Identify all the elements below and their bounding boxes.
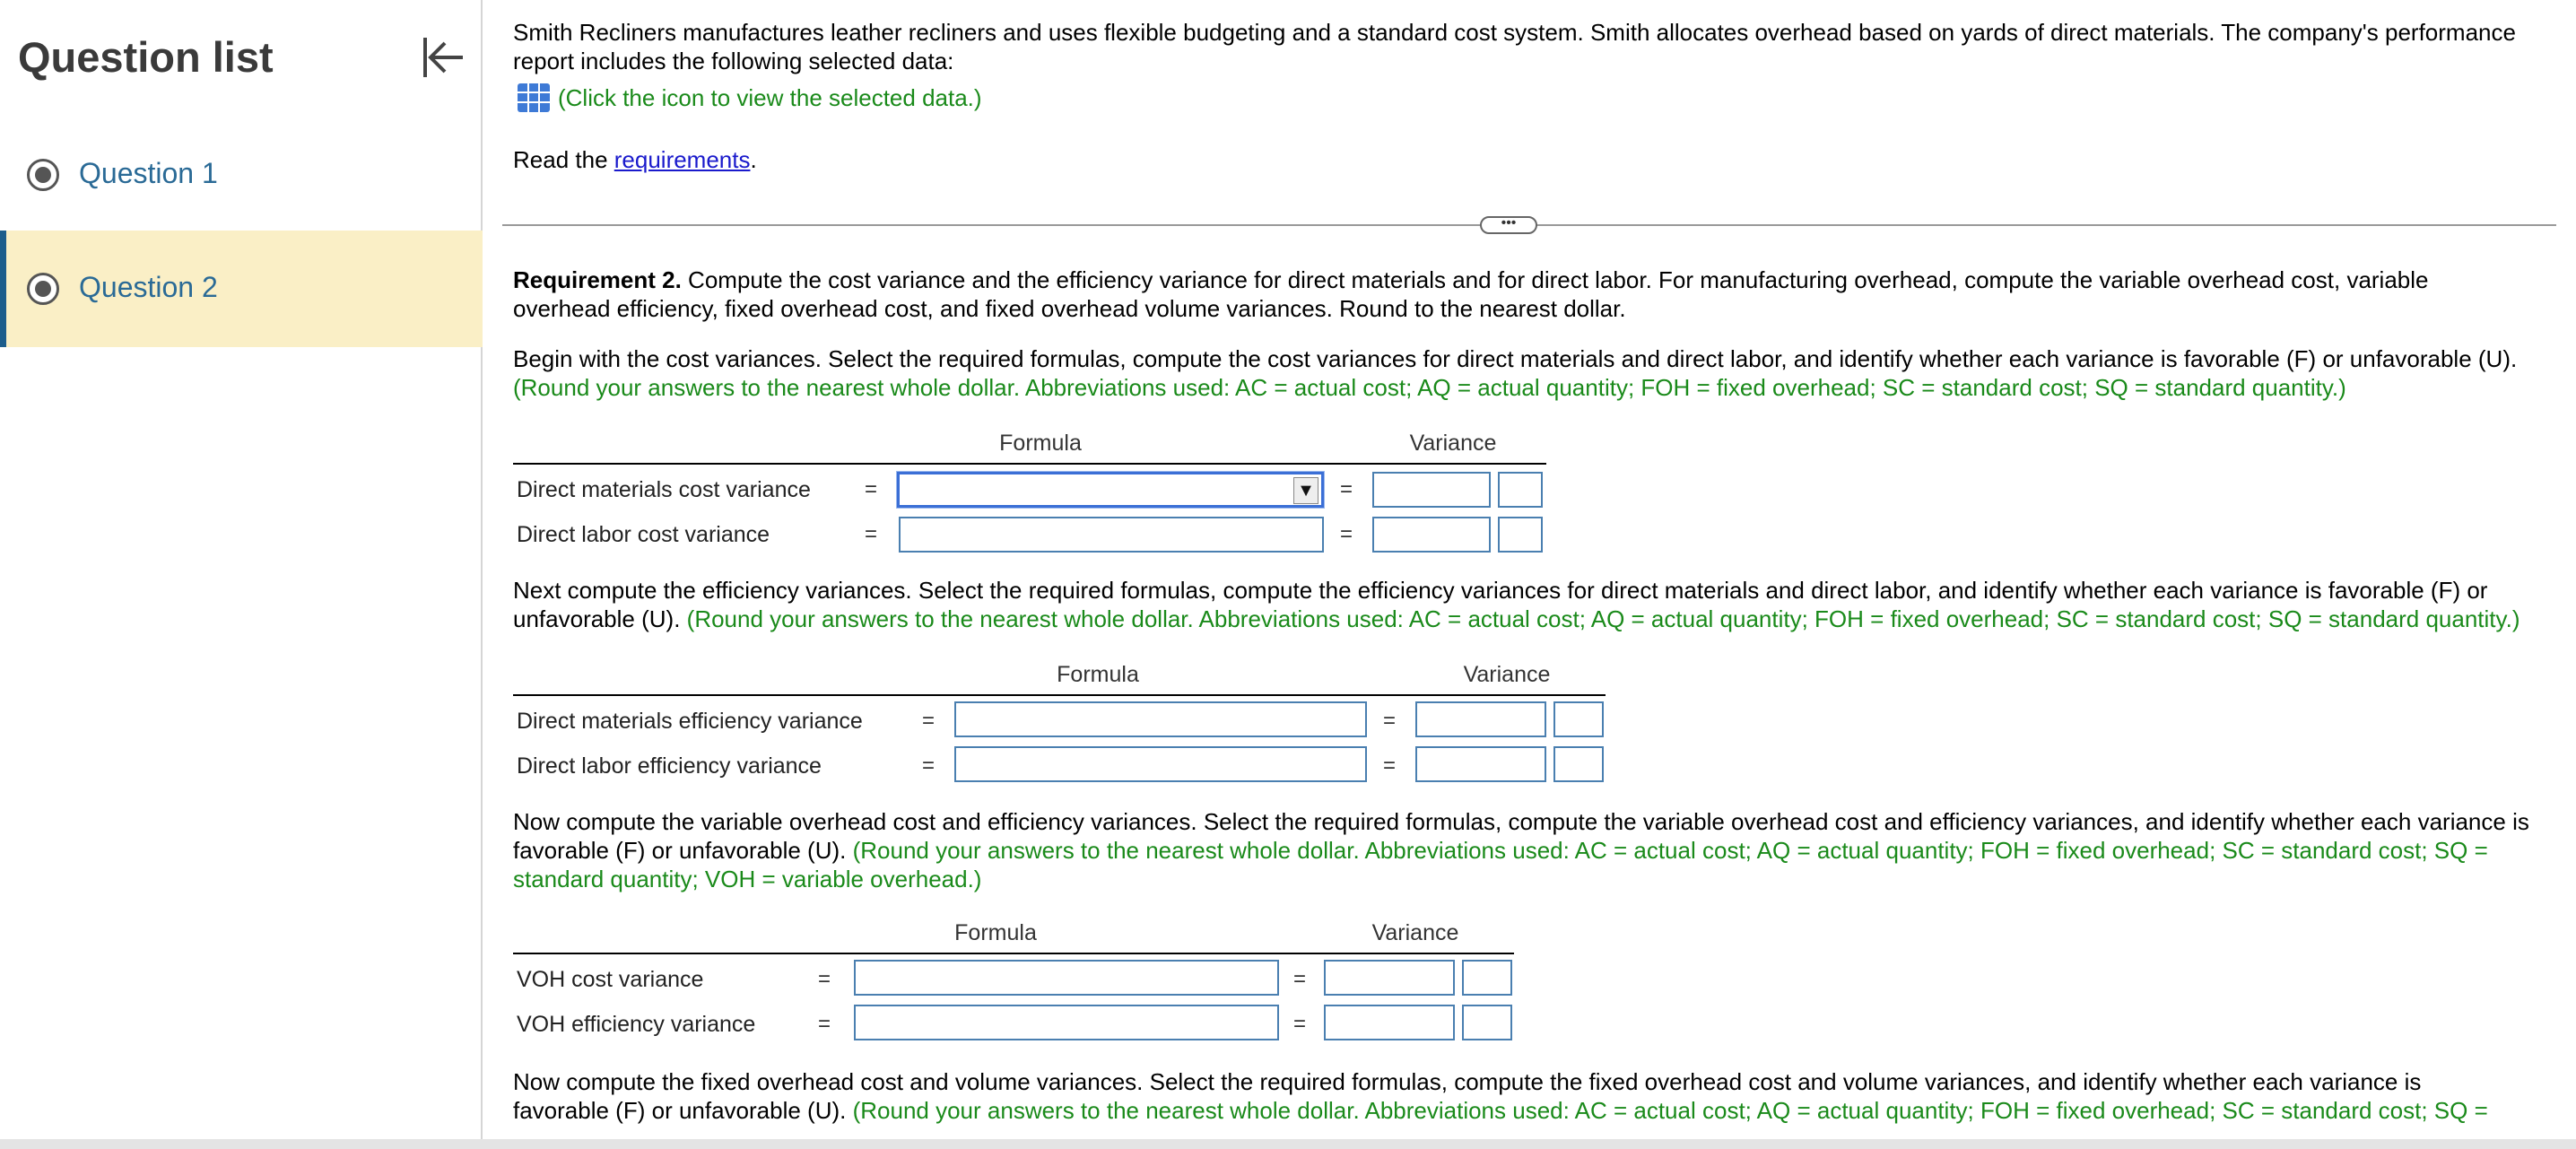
- dl-cost-formula-select[interactable]: [899, 517, 1324, 553]
- efficiency-line-2-text: unfavorable (U).: [513, 605, 687, 632]
- dm-cost-fu-select[interactable]: [1498, 472, 1543, 508]
- voh-efficiency-formula-select[interactable]: [854, 1005, 1279, 1040]
- equals-sign: =: [1293, 967, 1307, 991]
- dm-efficiency-fu-select[interactable]: [1553, 701, 1604, 737]
- requirements-link[interactable]: requirements: [614, 146, 751, 173]
- question-status-icon: [27, 273, 59, 305]
- sidebar-item-question-2[interactable]: [0, 231, 483, 347]
- equals-sign: =: [1340, 522, 1353, 546]
- equals-sign: =: [818, 967, 831, 991]
- view-data-link[interactable]: [517, 83, 982, 113]
- dl-cost-fu-select[interactable]: [1498, 517, 1543, 553]
- divider-resize-handle[interactable]: [1480, 216, 1537, 234]
- dl-efficiency-variance-input[interactable]: [1415, 746, 1546, 782]
- voh-cost-fu-select[interactable]: [1462, 960, 1512, 996]
- voh-efficiency-variance-input[interactable]: [1324, 1005, 1455, 1040]
- table-grid-icon: [517, 83, 551, 113]
- voh-cost-variance-input[interactable]: [1324, 960, 1455, 996]
- voh-header-formula: Formula: [954, 920, 1037, 945]
- sidebar-item-label: Question 2: [79, 271, 218, 303]
- voh-line-2-text: favorable (F) or unfavorable (U).: [513, 837, 853, 864]
- dm-cost-formula-select[interactable]: [897, 472, 1324, 508]
- cost-instructions: Begin with the cost variances. Select the required formulas, compute the cost variances for direct materials and direct labor, and identify whether each variance is favorable (F) or unfavorable (U).: [513, 345, 2518, 372]
- voh-instructions: Now compute the variable overhead cost and efficiency variances. Select the required formulas, compute the variable overhead cost and efficiency variances, and identify whether each variance is: [513, 808, 2529, 835]
- cost-header-variance: Variance: [1409, 431, 1497, 456]
- efficiency-header-formula: Formula: [1057, 662, 1139, 687]
- equals-sign: =: [818, 1012, 831, 1036]
- voh-note-part-1: (Round your answers to the nearest whole dollar. Abbreviations used: AC = actual cost; AQ = actual quantity; FOH = fixed overhead; SC = standard cost; SQ =: [852, 837, 2488, 864]
- sidebar-title: Question list: [18, 33, 274, 81]
- intro-line-1: Smith Recliners manufactures leather recliners and uses flexible budgeting and a standard cost system. Smith allocates overhead based on yards of direct materials. The company's performance: [513, 19, 2516, 46]
- efficiency-line-2: [513, 605, 2519, 633]
- question-status-icon: [27, 159, 59, 191]
- cost-note: (Round your answers to the nearest whole dollar. Abbreviations used: AC = actual cost; AQ = actual quantity; FOH = fixed overhead; SC = standard cost; SQ = standard quantity.): [513, 374, 2346, 401]
- sidebar-item-question-1[interactable]: [0, 117, 483, 233]
- requirement-label: Requirement 2.: [513, 266, 682, 293]
- dl-cost-variance-input[interactable]: [1372, 517, 1491, 553]
- voh-table-rule: [513, 953, 1514, 954]
- equals-sign: =: [865, 522, 878, 546]
- sidebar-header: [0, 0, 483, 117]
- read-suffix: .: [750, 146, 757, 173]
- voh-note-part-2: standard quantity; VOH = variable overhead.): [513, 866, 982, 892]
- voh-efficiency-fu-select[interactable]: [1462, 1005, 1512, 1040]
- voh-line-2: [513, 836, 2488, 865]
- cost-table-rule: [513, 463, 1546, 465]
- foh-instructions: Now compute the fixed overhead cost and volume variances. Select the required formulas, compute the fixed overhead cost and volume variances, and identify whether each variance is: [513, 1068, 2422, 1095]
- question-list-sidebar: [0, 0, 483, 1139]
- sidebar-item-label: Question 1: [79, 157, 218, 189]
- equals-sign: =: [922, 753, 936, 778]
- collapse-sidebar-button[interactable]: [418, 32, 468, 83]
- intro-line-2: report includes the following selected data:: [513, 48, 954, 74]
- ellipsis-icon: •••: [1501, 215, 1517, 231]
- dl-efficiency-variance-label: Direct labor efficiency variance: [517, 753, 822, 779]
- equals-sign: =: [1340, 477, 1353, 501]
- dm-efficiency-variance-input[interactable]: [1415, 701, 1546, 737]
- dl-efficiency-formula-select[interactable]: [954, 746, 1367, 782]
- foh-line-2: [513, 1096, 2488, 1125]
- efficiency-note: (Round your answers to the nearest whole dollar. Abbreviations used: AC = actual cost; AQ = actual quantity; FOH = fixed overhead; SC = standard cost; SQ = standard quantity.): [686, 605, 2520, 632]
- voh-cost-formula-select[interactable]: [854, 960, 1279, 996]
- equals-sign: =: [865, 477, 878, 501]
- foh-line-2-text: favorable (F) or unfavorable (U).: [513, 1097, 853, 1124]
- equals-sign: =: [1293, 1012, 1307, 1036]
- collapse-left-icon: [418, 32, 468, 83]
- dm-efficiency-formula-select[interactable]: [954, 701, 1367, 737]
- equals-sign: =: [1383, 709, 1397, 733]
- read-prefix: Read the: [513, 146, 614, 173]
- voh-efficiency-variance-label: VOH efficiency variance: [517, 1012, 756, 1037]
- bottom-scroll-bar: [0, 1139, 2576, 1149]
- requirement-line-1: [513, 265, 2429, 294]
- dm-efficiency-variance-label: Direct materials efficiency variance: [517, 709, 863, 734]
- read-requirements: [513, 145, 757, 174]
- voh-header-variance: Variance: [1371, 920, 1459, 945]
- dl-efficiency-fu-select[interactable]: [1553, 746, 1604, 782]
- requirement-line-2: overhead efficiency, fixed overhead cost, and fixed overhead volume variances. Round to the nearest dollar.: [513, 295, 1626, 322]
- question-content: [484, 0, 2576, 1139]
- cost-header-formula: Formula: [999, 431, 1082, 456]
- efficiency-table-rule: [513, 694, 1606, 696]
- foh-note: (Round your answers to the nearest whole dollar. Abbreviations used: AC = actual cost; AQ = actual quantity; FOH = fixed overhead; SC = standard cost; SQ =: [852, 1097, 2488, 1124]
- dl-cost-variance-label: Direct labor cost variance: [517, 522, 770, 547]
- equals-sign: =: [922, 709, 936, 733]
- voh-cost-variance-label: VOH cost variance: [517, 967, 704, 992]
- view-data-text: (Click the icon to view the selected data.): [558, 83, 982, 111]
- efficiency-instructions: Next compute the efficiency variances. Select the required formulas, compute the efficiency variances for direct materials and direct labor, and identify whether each variance is favorable (F) or: [513, 577, 2488, 604]
- requirement-text: Compute the cost variance and the efficiency variance for direct materials and for direct labor. For manufacturing overhead, compute the variable overhead cost, variable: [681, 266, 2429, 293]
- dm-cost-variance-label: Direct materials cost variance: [517, 477, 811, 502]
- chevron-down-icon: ▼: [1293, 477, 1318, 504]
- dm-cost-variance-input[interactable]: [1372, 472, 1491, 508]
- efficiency-header-variance: Variance: [1463, 662, 1551, 687]
- equals-sign: =: [1383, 753, 1397, 778]
